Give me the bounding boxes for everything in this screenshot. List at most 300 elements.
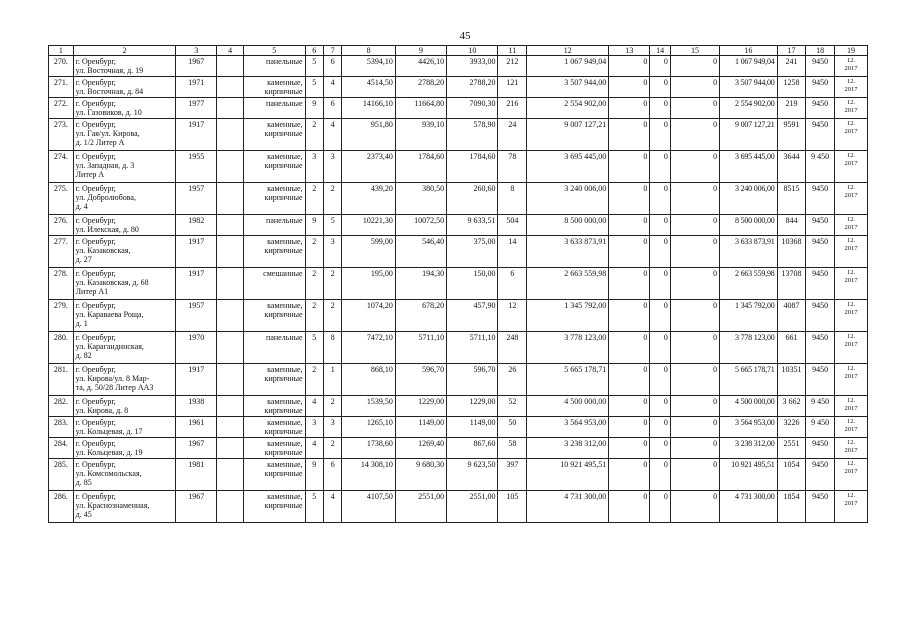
wall-material-cell-line: каменные, xyxy=(267,120,303,129)
table-row xyxy=(49,438,868,459)
residents-cell: 216 xyxy=(498,98,527,119)
address-cell-line: ул. Кольцевая, д. 17 xyxy=(75,427,143,436)
row-number: 279. xyxy=(49,300,74,332)
column-15-cell: 0 xyxy=(670,417,719,438)
max-unit-cost-cell: 9450 xyxy=(806,119,835,151)
apartments-area-cell: 1149,00 xyxy=(395,417,446,438)
wall-material-cell-line: каменные, xyxy=(267,460,303,469)
wall-material-cell-line: панельные xyxy=(266,57,303,66)
total-cost-cell: 9 007 127,21 xyxy=(527,119,609,151)
column-4-cell xyxy=(217,491,244,523)
wall-material-cell xyxy=(243,491,305,523)
column-15-cell: 0 xyxy=(670,491,719,523)
wall-material-cell-line: каменные, xyxy=(267,439,303,448)
column-4-cell xyxy=(217,151,244,183)
column-14-cell: 0 xyxy=(650,215,671,236)
year-built-cell: 1955 xyxy=(176,151,217,183)
year-built-cell: 1917 xyxy=(176,119,217,151)
row-number: 278. xyxy=(49,268,74,300)
column-number-19: 19 xyxy=(835,46,868,56)
column-4-cell xyxy=(217,119,244,151)
address-cell-line: г. Оренбург, xyxy=(75,301,116,310)
address-cell-line: та, д. 50/28 Литер АА3 xyxy=(75,383,154,392)
residential-area-cell: 9 633,51 xyxy=(447,215,498,236)
row-number: 271. xyxy=(49,77,74,98)
residents-cell: 78 xyxy=(498,151,527,183)
residents-cell: 50 xyxy=(498,417,527,438)
apartments-area-cell: 380,50 xyxy=(395,183,446,215)
residential-area-cell: 596,70 xyxy=(447,364,498,396)
column-number-2: 2 xyxy=(73,46,176,56)
row-number: 272. xyxy=(49,98,74,119)
max-unit-cost-cell: 9450 xyxy=(806,300,835,332)
year-built-cell: 1970 xyxy=(176,332,217,364)
address-cell xyxy=(73,438,176,459)
total-cost-cell: 3 778 123,00 xyxy=(527,332,609,364)
table-header xyxy=(49,46,868,56)
max-unit-cost-cell: 9450 xyxy=(806,459,835,491)
unit-cost-cell: 3 662 xyxy=(777,396,806,417)
year-built-cell: 1967 xyxy=(176,438,217,459)
apartments-area-cell: 194,30 xyxy=(395,268,446,300)
total-area-cell: 14 308,10 xyxy=(342,459,395,491)
residents-cell: 26 xyxy=(498,364,527,396)
column-14-cell: 0 xyxy=(650,183,671,215)
residents-cell: 58 xyxy=(498,438,527,459)
column-15-cell: 0 xyxy=(670,56,719,77)
unit-cost-cell: 10351 xyxy=(777,364,806,396)
table-row xyxy=(49,77,868,98)
deadline-cell xyxy=(835,56,868,77)
max-unit-cost-cell: 9 450 xyxy=(806,417,835,438)
column-number-row xyxy=(49,46,868,56)
column-15-cell: 0 xyxy=(670,364,719,396)
column-13-cell: 0 xyxy=(609,236,650,268)
deadline-cell xyxy=(835,332,868,364)
address-cell xyxy=(73,183,176,215)
column-14-cell: 0 xyxy=(650,151,671,183)
max-unit-cost-cell: 9450 xyxy=(806,56,835,77)
wall-material-cell xyxy=(243,396,305,417)
column-14-cell: 0 xyxy=(650,364,671,396)
floors-cell: 5 xyxy=(305,332,323,364)
entrances-cell: 2 xyxy=(324,183,342,215)
deadline-cell-line: 12. xyxy=(846,397,856,404)
unit-cost-cell: 1854 xyxy=(777,491,806,523)
apartments-area-cell: 1269,40 xyxy=(395,438,446,459)
max-unit-cost-cell: 9450 xyxy=(806,332,835,364)
column-number-7: 7 xyxy=(324,46,342,56)
total-cost-cell: 1 067 949,04 xyxy=(527,56,609,77)
column-number-16: 16 xyxy=(720,46,777,56)
address-cell-line: г. Оренбург, xyxy=(75,269,116,278)
row-number: 284. xyxy=(49,438,74,459)
apartments-area-cell: 596,70 xyxy=(395,364,446,396)
column-13-cell: 0 xyxy=(609,396,650,417)
table-row xyxy=(49,364,868,396)
wall-material-cell xyxy=(243,151,305,183)
wall-material-cell-line: кирпичные xyxy=(264,129,303,138)
column-number-4: 4 xyxy=(217,46,244,56)
wall-material-cell-line: каменные, xyxy=(267,301,303,310)
deadline-cell-line: 2017 xyxy=(844,192,858,199)
wall-material-cell-line: каменные, xyxy=(267,237,303,246)
apartments-area-cell: 10072,50 xyxy=(395,215,446,236)
entrances-cell: 2 xyxy=(324,396,342,417)
column-13-cell: 0 xyxy=(609,364,650,396)
deadline-cell xyxy=(835,417,868,438)
column-15-cell: 0 xyxy=(670,268,719,300)
housing-register-table xyxy=(48,45,868,523)
column-4-cell xyxy=(217,236,244,268)
wall-material-cell xyxy=(243,438,305,459)
apartments-area-cell: 1229,00 xyxy=(395,396,446,417)
column-13-cell: 0 xyxy=(609,151,650,183)
address-cell xyxy=(73,332,176,364)
column-15-cell: 0 xyxy=(670,438,719,459)
residents-cell: 14 xyxy=(498,236,527,268)
address-cell xyxy=(73,300,176,332)
deadline-cell xyxy=(835,300,868,332)
residents-cell: 248 xyxy=(498,332,527,364)
deadline-cell-line: 2017 xyxy=(844,426,858,433)
floors-cell: 9 xyxy=(305,215,323,236)
wall-material-cell-line: кирпичные xyxy=(264,193,303,202)
unit-cost-cell: 13708 xyxy=(777,268,806,300)
column-14-cell: 0 xyxy=(650,459,671,491)
wall-material-cell-line: панельные xyxy=(266,99,303,108)
residential-area-cell: 1149,00 xyxy=(447,417,498,438)
fund-cost-cell: 1 067 949,04 xyxy=(720,56,777,77)
address-cell-line: д. 4 xyxy=(75,202,88,211)
floors-cell: 3 xyxy=(305,151,323,183)
residents-cell: 6 xyxy=(498,268,527,300)
deadline-cell xyxy=(835,268,868,300)
deadline-cell-line: 2017 xyxy=(844,245,858,252)
fund-cost-cell: 3 240 006,00 xyxy=(720,183,777,215)
column-13-cell: 0 xyxy=(609,98,650,119)
column-14-cell: 0 xyxy=(650,438,671,459)
column-15-cell: 0 xyxy=(670,332,719,364)
address-cell-line: г. Оренбург, xyxy=(75,120,116,129)
entrances-cell: 6 xyxy=(324,56,342,77)
column-number-10: 10 xyxy=(447,46,498,56)
unit-cost-cell: 3644 xyxy=(777,151,806,183)
unit-cost-cell: 1054 xyxy=(777,459,806,491)
max-unit-cost-cell: 9450 xyxy=(806,491,835,523)
residential-area-cell: 150,00 xyxy=(447,268,498,300)
fund-cost-cell: 9 007 127,21 xyxy=(720,119,777,151)
deadline-cell-line: 12. xyxy=(846,216,856,223)
row-number: 286. xyxy=(49,491,74,523)
total-cost-cell: 3 633 873,91 xyxy=(527,236,609,268)
wall-material-cell xyxy=(243,119,305,151)
deadline-cell xyxy=(835,98,868,119)
row-number: 285. xyxy=(49,459,74,491)
column-13-cell: 0 xyxy=(609,56,650,77)
entrances-cell: 3 xyxy=(324,151,342,183)
wall-material-cell-line: каменные, xyxy=(267,152,303,161)
address-cell xyxy=(73,459,176,491)
total-cost-cell: 4 731 300,00 xyxy=(527,491,609,523)
unit-cost-cell: 10368 xyxy=(777,236,806,268)
address-cell-line: г. Оренбург, xyxy=(75,57,116,66)
apartments-area-cell: 11664,80 xyxy=(395,98,446,119)
residential-area-cell: 9 623,50 xyxy=(447,459,498,491)
address-cell-line: д. 45 xyxy=(75,510,92,519)
table-row xyxy=(49,183,868,215)
floors-cell: 5 xyxy=(305,56,323,77)
wall-material-cell xyxy=(243,56,305,77)
entrances-cell: 8 xyxy=(324,332,342,364)
residential-area-cell: 7090,30 xyxy=(447,98,498,119)
address-cell-line: ул. Казаковская, д. 68 xyxy=(75,278,149,287)
max-unit-cost-cell: 9450 xyxy=(806,438,835,459)
residents-cell: 105 xyxy=(498,491,527,523)
floors-cell: 4 xyxy=(305,396,323,417)
row-number: 283. xyxy=(49,417,74,438)
total-cost-cell: 3 507 944,00 xyxy=(527,77,609,98)
fund-cost-cell: 2 554 902,00 xyxy=(720,98,777,119)
column-4-cell xyxy=(217,417,244,438)
address-cell-line: ул. Западная, д. 3 xyxy=(75,161,135,170)
residents-cell: 24 xyxy=(498,119,527,151)
total-area-cell: 10221,30 xyxy=(342,215,395,236)
fund-cost-cell: 4 731 300,00 xyxy=(720,491,777,523)
wall-material-cell-line: каменные, xyxy=(267,365,303,374)
column-14-cell: 0 xyxy=(650,56,671,77)
total-cost-cell: 2 663 559,98 xyxy=(527,268,609,300)
deadline-cell xyxy=(835,459,868,491)
residents-cell: 8 xyxy=(498,183,527,215)
wall-material-cell-line: панельные xyxy=(266,333,303,342)
deadline-cell-line: 2017 xyxy=(844,107,858,114)
floors-cell: 5 xyxy=(305,491,323,523)
max-unit-cost-cell: 9450 xyxy=(806,98,835,119)
floors-cell: 2 xyxy=(305,119,323,151)
max-unit-cost-cell: 9450 xyxy=(806,215,835,236)
residential-area-cell: 260,60 xyxy=(447,183,498,215)
address-cell-line: г. Оренбург, xyxy=(75,152,116,161)
column-15-cell: 0 xyxy=(670,396,719,417)
wall-material-cell-line: кирпичные xyxy=(264,501,303,510)
column-15-cell: 0 xyxy=(670,77,719,98)
year-built-cell: 1977 xyxy=(176,98,217,119)
address-cell xyxy=(73,215,176,236)
residents-cell: 397 xyxy=(498,459,527,491)
column-4-cell xyxy=(217,332,244,364)
address-cell xyxy=(73,491,176,523)
fund-cost-cell: 3 695 445,00 xyxy=(720,151,777,183)
fund-cost-cell: 2 663 559,98 xyxy=(720,268,777,300)
total-cost-cell: 10 921 495,51 xyxy=(527,459,609,491)
column-number-11: 11 xyxy=(498,46,527,56)
address-cell-line: ул. Илекская, д. 80 xyxy=(75,225,139,234)
deadline-cell-line: 12. xyxy=(846,78,856,85)
address-cell-line: ул. Добролюбова, xyxy=(75,193,136,202)
wall-material-cell xyxy=(243,183,305,215)
apartments-area-cell: 2788,20 xyxy=(395,77,446,98)
address-cell-line: ул. Кольцевая, д. 19 xyxy=(75,448,143,457)
year-built-cell: 1917 xyxy=(176,236,217,268)
unit-cost-cell: 844 xyxy=(777,215,806,236)
column-13-cell: 0 xyxy=(609,332,650,364)
year-built-cell: 1917 xyxy=(176,364,217,396)
address-cell-line: ул. Краснознаменная, xyxy=(75,501,150,510)
residential-area-cell: 2788,20 xyxy=(447,77,498,98)
residential-area-cell: 578,90 xyxy=(447,119,498,151)
total-area-cell: 7472,10 xyxy=(342,332,395,364)
deadline-cell-line: 12. xyxy=(846,301,856,308)
entrances-cell: 2 xyxy=(324,438,342,459)
column-14-cell: 0 xyxy=(650,417,671,438)
column-4-cell xyxy=(217,459,244,491)
column-14-cell: 0 xyxy=(650,332,671,364)
column-15-cell: 0 xyxy=(670,236,719,268)
column-14-cell: 0 xyxy=(650,396,671,417)
deadline-cell-line: 2017 xyxy=(844,405,858,412)
wall-material-cell xyxy=(243,417,305,438)
row-number: 277. xyxy=(49,236,74,268)
table-row xyxy=(49,491,868,523)
column-number-17: 17 xyxy=(777,46,806,56)
year-built-cell: 1967 xyxy=(176,56,217,77)
column-number-12: 12 xyxy=(527,46,609,56)
total-cost-cell: 3 238 312,00 xyxy=(527,438,609,459)
wall-material-cell-line: кирпичные xyxy=(264,469,303,478)
column-13-cell: 0 xyxy=(609,77,650,98)
residents-cell: 12 xyxy=(498,300,527,332)
fund-cost-cell: 10 921 495,51 xyxy=(720,459,777,491)
floors-cell: 5 xyxy=(305,77,323,98)
column-14-cell: 0 xyxy=(650,77,671,98)
address-cell-line: г. Оренбург, xyxy=(75,460,116,469)
deadline-cell-line: 12. xyxy=(846,418,856,425)
address-cell-line: Литер А1 xyxy=(75,287,109,296)
total-area-cell: 1074,20 xyxy=(342,300,395,332)
residents-cell: 504 xyxy=(498,215,527,236)
wall-material-cell-line: каменные, xyxy=(267,78,303,87)
table-row xyxy=(49,417,868,438)
address-cell-line: ул. Газовиков, д. 10 xyxy=(75,108,142,117)
total-cost-cell: 1 345 792,00 xyxy=(527,300,609,332)
row-number: 282. xyxy=(49,396,74,417)
address-cell xyxy=(73,151,176,183)
address-cell-line: г. Оренбург, xyxy=(75,99,116,108)
max-unit-cost-cell: 9450 xyxy=(806,183,835,215)
apartments-area-cell: 678,20 xyxy=(395,300,446,332)
total-area-cell: 4514,50 xyxy=(342,77,395,98)
column-4-cell xyxy=(217,268,244,300)
deadline-cell-line: 2017 xyxy=(844,373,858,380)
deadline-cell xyxy=(835,77,868,98)
entrances-cell: 4 xyxy=(324,491,342,523)
column-number-5: 5 xyxy=(243,46,305,56)
floors-cell: 9 xyxy=(305,98,323,119)
deadline-cell xyxy=(835,438,868,459)
table-row xyxy=(49,151,868,183)
floors-cell: 2 xyxy=(305,364,323,396)
residential-area-cell: 3933,00 xyxy=(447,56,498,77)
max-unit-cost-cell: 9 450 xyxy=(806,151,835,183)
column-13-cell: 0 xyxy=(609,459,650,491)
address-cell xyxy=(73,417,176,438)
deadline-cell-line: 12. xyxy=(846,57,856,64)
unit-cost-cell: 2551 xyxy=(777,438,806,459)
deadline-cell-line: 12. xyxy=(846,120,856,127)
column-15-cell: 0 xyxy=(670,98,719,119)
total-cost-cell: 8 500 000,00 xyxy=(527,215,609,236)
unit-cost-cell: 4087 xyxy=(777,300,806,332)
unit-cost-cell: 241 xyxy=(777,56,806,77)
unit-cost-cell: 661 xyxy=(777,332,806,364)
column-number-1: 1 xyxy=(49,46,74,56)
deadline-cell xyxy=(835,396,868,417)
deadline-cell-line: 12. xyxy=(846,439,856,446)
row-number: 281. xyxy=(49,364,74,396)
column-15-cell: 0 xyxy=(670,459,719,491)
total-cost-cell: 3 240 006,00 xyxy=(527,183,609,215)
page-number: 45 xyxy=(459,30,471,42)
total-area-cell: 4107,50 xyxy=(342,491,395,523)
unit-cost-cell: 9591 xyxy=(777,119,806,151)
residential-area-cell: 1229,00 xyxy=(447,396,498,417)
wall-material-cell-line: каменные, xyxy=(267,492,303,501)
year-built-cell: 1982 xyxy=(176,215,217,236)
max-unit-cost-cell: 9450 xyxy=(806,268,835,300)
wall-material-cell xyxy=(243,215,305,236)
year-built-cell: 1981 xyxy=(176,459,217,491)
deadline-cell-line: 12. xyxy=(846,237,856,244)
column-13-cell: 0 xyxy=(609,300,650,332)
address-cell xyxy=(73,268,176,300)
column-15-cell: 0 xyxy=(670,119,719,151)
wall-material-cell-line: кирпичные xyxy=(264,374,303,383)
table-body xyxy=(49,56,868,523)
address-cell-line: г. Оренбург, xyxy=(75,365,116,374)
entrances-cell: 4 xyxy=(324,77,342,98)
column-number-3: 3 xyxy=(176,46,217,56)
apartments-area-cell: 4426,10 xyxy=(395,56,446,77)
year-built-cell: 1967 xyxy=(176,491,217,523)
residential-area-cell: 2551,00 xyxy=(447,491,498,523)
apartments-area-cell: 5711,10 xyxy=(395,332,446,364)
address-cell-line: д. 85 xyxy=(75,478,92,487)
deadline-cell-line: 12. xyxy=(846,365,856,372)
column-13-cell: 0 xyxy=(609,215,650,236)
address-cell-line: д. 82 xyxy=(75,351,92,360)
column-4-cell xyxy=(217,56,244,77)
column-number-8: 8 xyxy=(342,46,395,56)
unit-cost-cell: 3226 xyxy=(777,417,806,438)
floors-cell: 2 xyxy=(305,268,323,300)
entrances-cell: 3 xyxy=(324,417,342,438)
column-15-cell: 0 xyxy=(670,300,719,332)
deadline-cell xyxy=(835,151,868,183)
total-area-cell: 5394,10 xyxy=(342,56,395,77)
entrances-cell: 5 xyxy=(324,215,342,236)
address-cell-line: г. Оренбург, xyxy=(75,418,116,427)
wall-material-cell xyxy=(243,459,305,491)
fund-cost-cell: 8 500 000,00 xyxy=(720,215,777,236)
wall-material-cell xyxy=(243,98,305,119)
wall-material-cell-line: кирпичные xyxy=(264,427,303,436)
total-area-cell: 868,10 xyxy=(342,364,395,396)
address-cell-line: г. Оренбург, xyxy=(75,78,116,87)
address-cell-line: г. Оренбург, xyxy=(75,237,116,246)
column-13-cell: 0 xyxy=(609,268,650,300)
fund-cost-cell: 3 633 873,91 xyxy=(720,236,777,268)
